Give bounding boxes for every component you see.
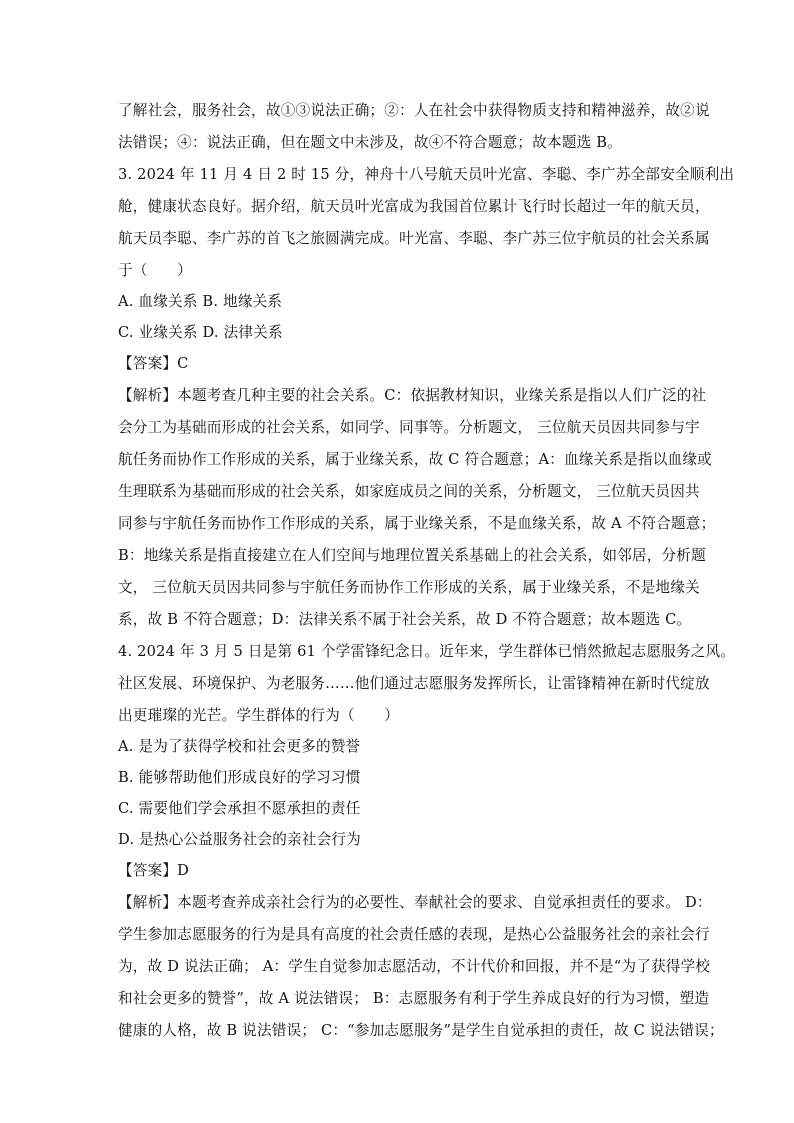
text-line: 出更璀璨的光芒。学生群体的行为（ ） (118, 707, 400, 724)
text-line: 航任务而协作工作形成的关系，属于业缘关系，故 C 符合题意；A：血缘关系是指以血缘或 (118, 451, 712, 468)
text-line: B：地缘关系是指直接建立在人们空间与地理位置关系基础上的社会关系，如邻居，分析题 (118, 547, 706, 564)
options-ab: A. 血缘关系 B. 地缘关系 (118, 293, 283, 310)
text-line: 和社会更多的赞誉”，故 A 说法错误； B：志愿服务有利于学生养成良好的行为习惯，塑造 (118, 990, 710, 1007)
text-line: 同参与宇航任务而协作工作形成的关系，属于业缘关系，不是血缘关系，故 A 不符合题意； (118, 515, 716, 532)
analysis-text: 【解析】本题考查几种主要的社会关系。C：依据教材知识，业缘关系是指以人们广泛的社 (118, 387, 707, 404)
question-3-stem: 3. 2024 年 11 月 4 日 2 时 15 分，神舟十八号航天员叶光富、李聪、李广苏全部安全顺利出 (118, 166, 735, 183)
text-line: 学生参加志愿服务的行为是具有高度的社会责任感的表现，是热心公益服务社会的亲社会行 (118, 926, 710, 943)
text-line: 为，故 D 说法正确； A：学生自觉参加志愿活动，不计代价和回报，并不是“为了获得学校 (118, 958, 711, 975)
text-line: 会分工为基础而形成的社会关系，如同学、同事等。分析题文， 三位航天员因共同参与宇 (118, 419, 700, 436)
options-cd: C. 业缘关系 D. 法律关系 (118, 324, 283, 341)
text-line: 文， 三位航天员因共同参与宇航任务而协作工作形成的关系，属于业缘关系，不是地缘关 (118, 579, 700, 596)
text-line: 生理联系为基础而形成的社会关系，如家庭成员之间的关系，分析题文， 三位航天员因共 (118, 483, 700, 500)
text-line: 舱，健康状态良好。据介绍，航天员叶光富成为我国首位累计飞行时长超过一年的航天员， (118, 198, 710, 215)
analysis-text: 【解析】本题考查养成亲社会行为的必要性、奉献社会的要求、自觉承担责任的要求。 D： (118, 894, 712, 911)
text-line: 法错误；④：说法正确，但在题文中未涉及，故④不符合题意；故本题选 B。 (118, 134, 622, 151)
option-a: A. 是为了获得学校和社会更多的赞誉 (118, 738, 361, 755)
question-4-stem: 4. 2024 年 3 月 5 日是第 61 个学雷锋纪念日。近年来，学生群体已悄然掀起志愿服务之风。 (118, 643, 736, 660)
option-b: B. 能够帮助他们形成良好的学习习惯 (118, 769, 361, 786)
option-c: C. 需要他们学会承担不愿承担的责任 (118, 800, 361, 817)
option-d: D. 是热心公益服务社会的亲社会行为 (118, 831, 361, 848)
text-line: 了解社会，服务社会，故①③说法正确；②：人在社会中获得物质支持和精神滋养，故②说 (118, 102, 710, 119)
text-line: 于（ ） (118, 262, 192, 279)
text-line: 系，故 B 不符合题意；D：法律关系不属于社会关系，故 D 不符合题意；故本题选 C。 (118, 611, 692, 628)
text-line: 健康的人格，故 B 说法错误； C：“参加志愿服务”是学生自觉承担的责任，故 C 说法错误； (118, 1022, 724, 1039)
answer-label: 【答案】C (118, 355, 189, 372)
text-line: 航天员李聪、李广苏的首飞之旅圆满完成。叶光富、李聪、李广苏三位宇航员的社会关系属 (118, 230, 710, 247)
answer-label: 【答案】D (118, 862, 190, 879)
text-line: 社区发展、环境保护、为老服务……他们通过志愿服务发挥所长，让雷锋精神在新时代绽放 (118, 675, 710, 692)
